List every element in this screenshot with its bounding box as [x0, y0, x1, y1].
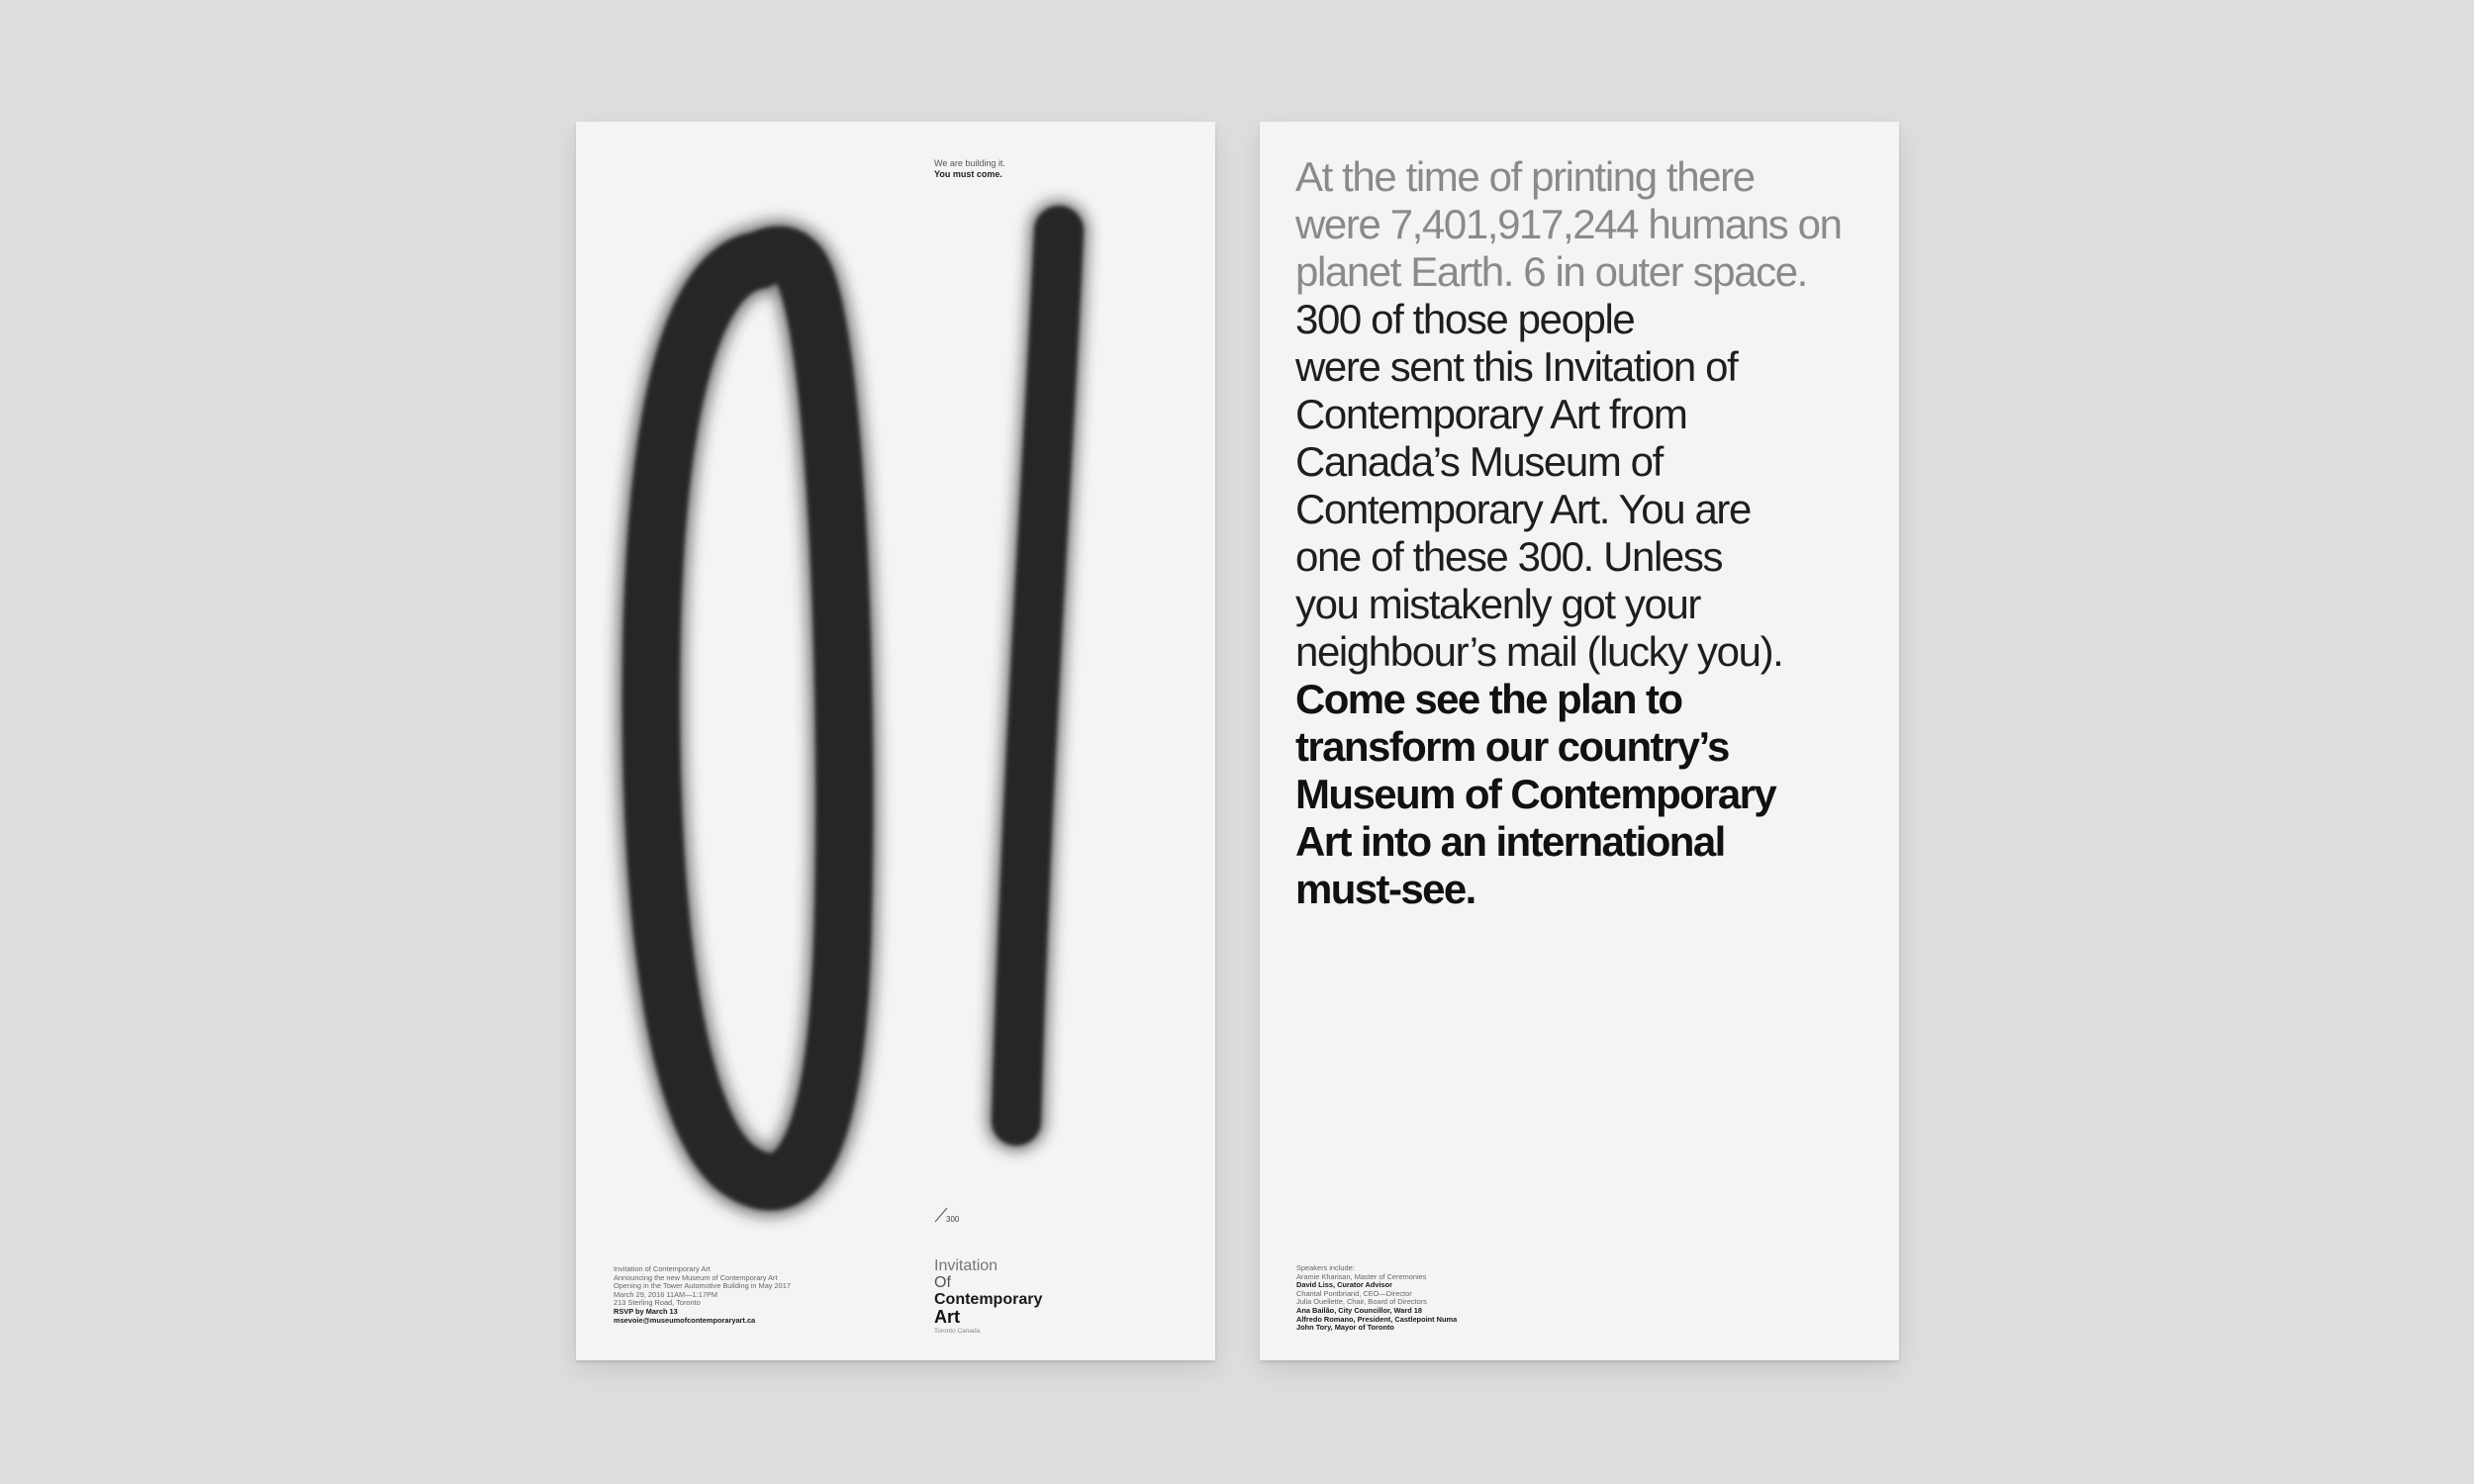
speaker-item: Chantal Pontbriand, CEO—Director — [1296, 1288, 1412, 1298]
para-bold-line: transform our country’s — [1295, 723, 1729, 770]
invitation-paragraph — [1295, 153, 1889, 913]
invitation-count — [934, 1205, 994, 1225]
speaker-item: Aramie Kharisan, Master of Ceremonies — [1296, 1271, 1427, 1281]
speaker-item: David Liss, Curator Advisor — [1296, 1280, 1393, 1290]
event-rsvp: RSVP by March 13 — [614, 1306, 678, 1316]
para-regular-line: 300 of those people — [1295, 296, 1635, 342]
para-regular-line: you mistakenly got your — [1295, 581, 1701, 627]
speakers-heading: Speakers include: — [1296, 1263, 1355, 1272]
speaker-item: John Tory, Mayor of Toronto — [1296, 1323, 1394, 1333]
para-light-line: At the time of printing there — [1295, 153, 1755, 200]
invitation-back-card — [1260, 122, 1899, 1360]
invitation-logo — [934, 1257, 1042, 1338]
invitation-front-card — [576, 122, 1215, 1360]
spray-paint-01-graphic — [576, 122, 1215, 1360]
event-address: 213 Sterling Road, Toronto — [614, 1298, 701, 1308]
para-regular-line: Contemporary Art. You are — [1295, 486, 1751, 532]
logo-word-invitation: Invitation — [934, 1257, 999, 1274]
para-regular-line: neighbour’s mail (lucky you). — [1295, 628, 1783, 675]
para-bold-line: Art into an international — [1295, 818, 1725, 865]
speaker-item: Julia Ouellette, Chair, Board of Directors — [1296, 1297, 1427, 1307]
para-bold-line: must-see. — [1295, 866, 1475, 912]
event-info-line1: Invitation of Contemporary Art — [614, 1264, 711, 1273]
event-info-line3: Opening in the Tower Automotive Building in May 2017 — [614, 1281, 791, 1291]
para-regular-line: Canada’s Museum of — [1295, 438, 1663, 485]
logo-location: Toronto Canada — [934, 1328, 981, 1335]
tagline-line1: We are building it. — [934, 158, 1005, 168]
para-regular-line: were sent this Invitation of — [1295, 343, 1738, 390]
para-bold-line: Come see the plan to — [1295, 676, 1682, 722]
event-info — [614, 1265, 791, 1325]
event-email: msevoie@museumofcontemporaryart.ca — [614, 1315, 756, 1325]
logo-word-art: Art — [934, 1307, 960, 1327]
event-date: March 29, 2016 11AM—1:17PM — [614, 1289, 718, 1299]
invitation-count-number: 300 — [946, 1215, 960, 1224]
logo-word-contemporary: Contemporary — [934, 1291, 1043, 1308]
para-bold-line: Museum of Contemporary — [1295, 771, 1776, 817]
speaker-item: Alfredo Romano, President, Castlepoint Numa — [1296, 1314, 1458, 1324]
para-regular-line: Contemporary Art from — [1295, 391, 1687, 437]
tagline-line2: You must come. — [934, 169, 1002, 179]
logo-word-of: Of — [934, 1274, 951, 1291]
event-info-line2: Announcing the new Museum of Contemporary Art — [614, 1272, 778, 1282]
speaker-item: Ana Bailão, City Councillor, Ward 18 — [1296, 1305, 1423, 1315]
speakers-list — [1296, 1264, 1457, 1333]
para-light-line: planet Earth. 6 in outer space. — [1295, 248, 1807, 295]
para-light-line: were 7,401,917,244 humans on — [1295, 201, 1842, 247]
para-regular-line: one of these 300. Unless — [1295, 533, 1723, 580]
